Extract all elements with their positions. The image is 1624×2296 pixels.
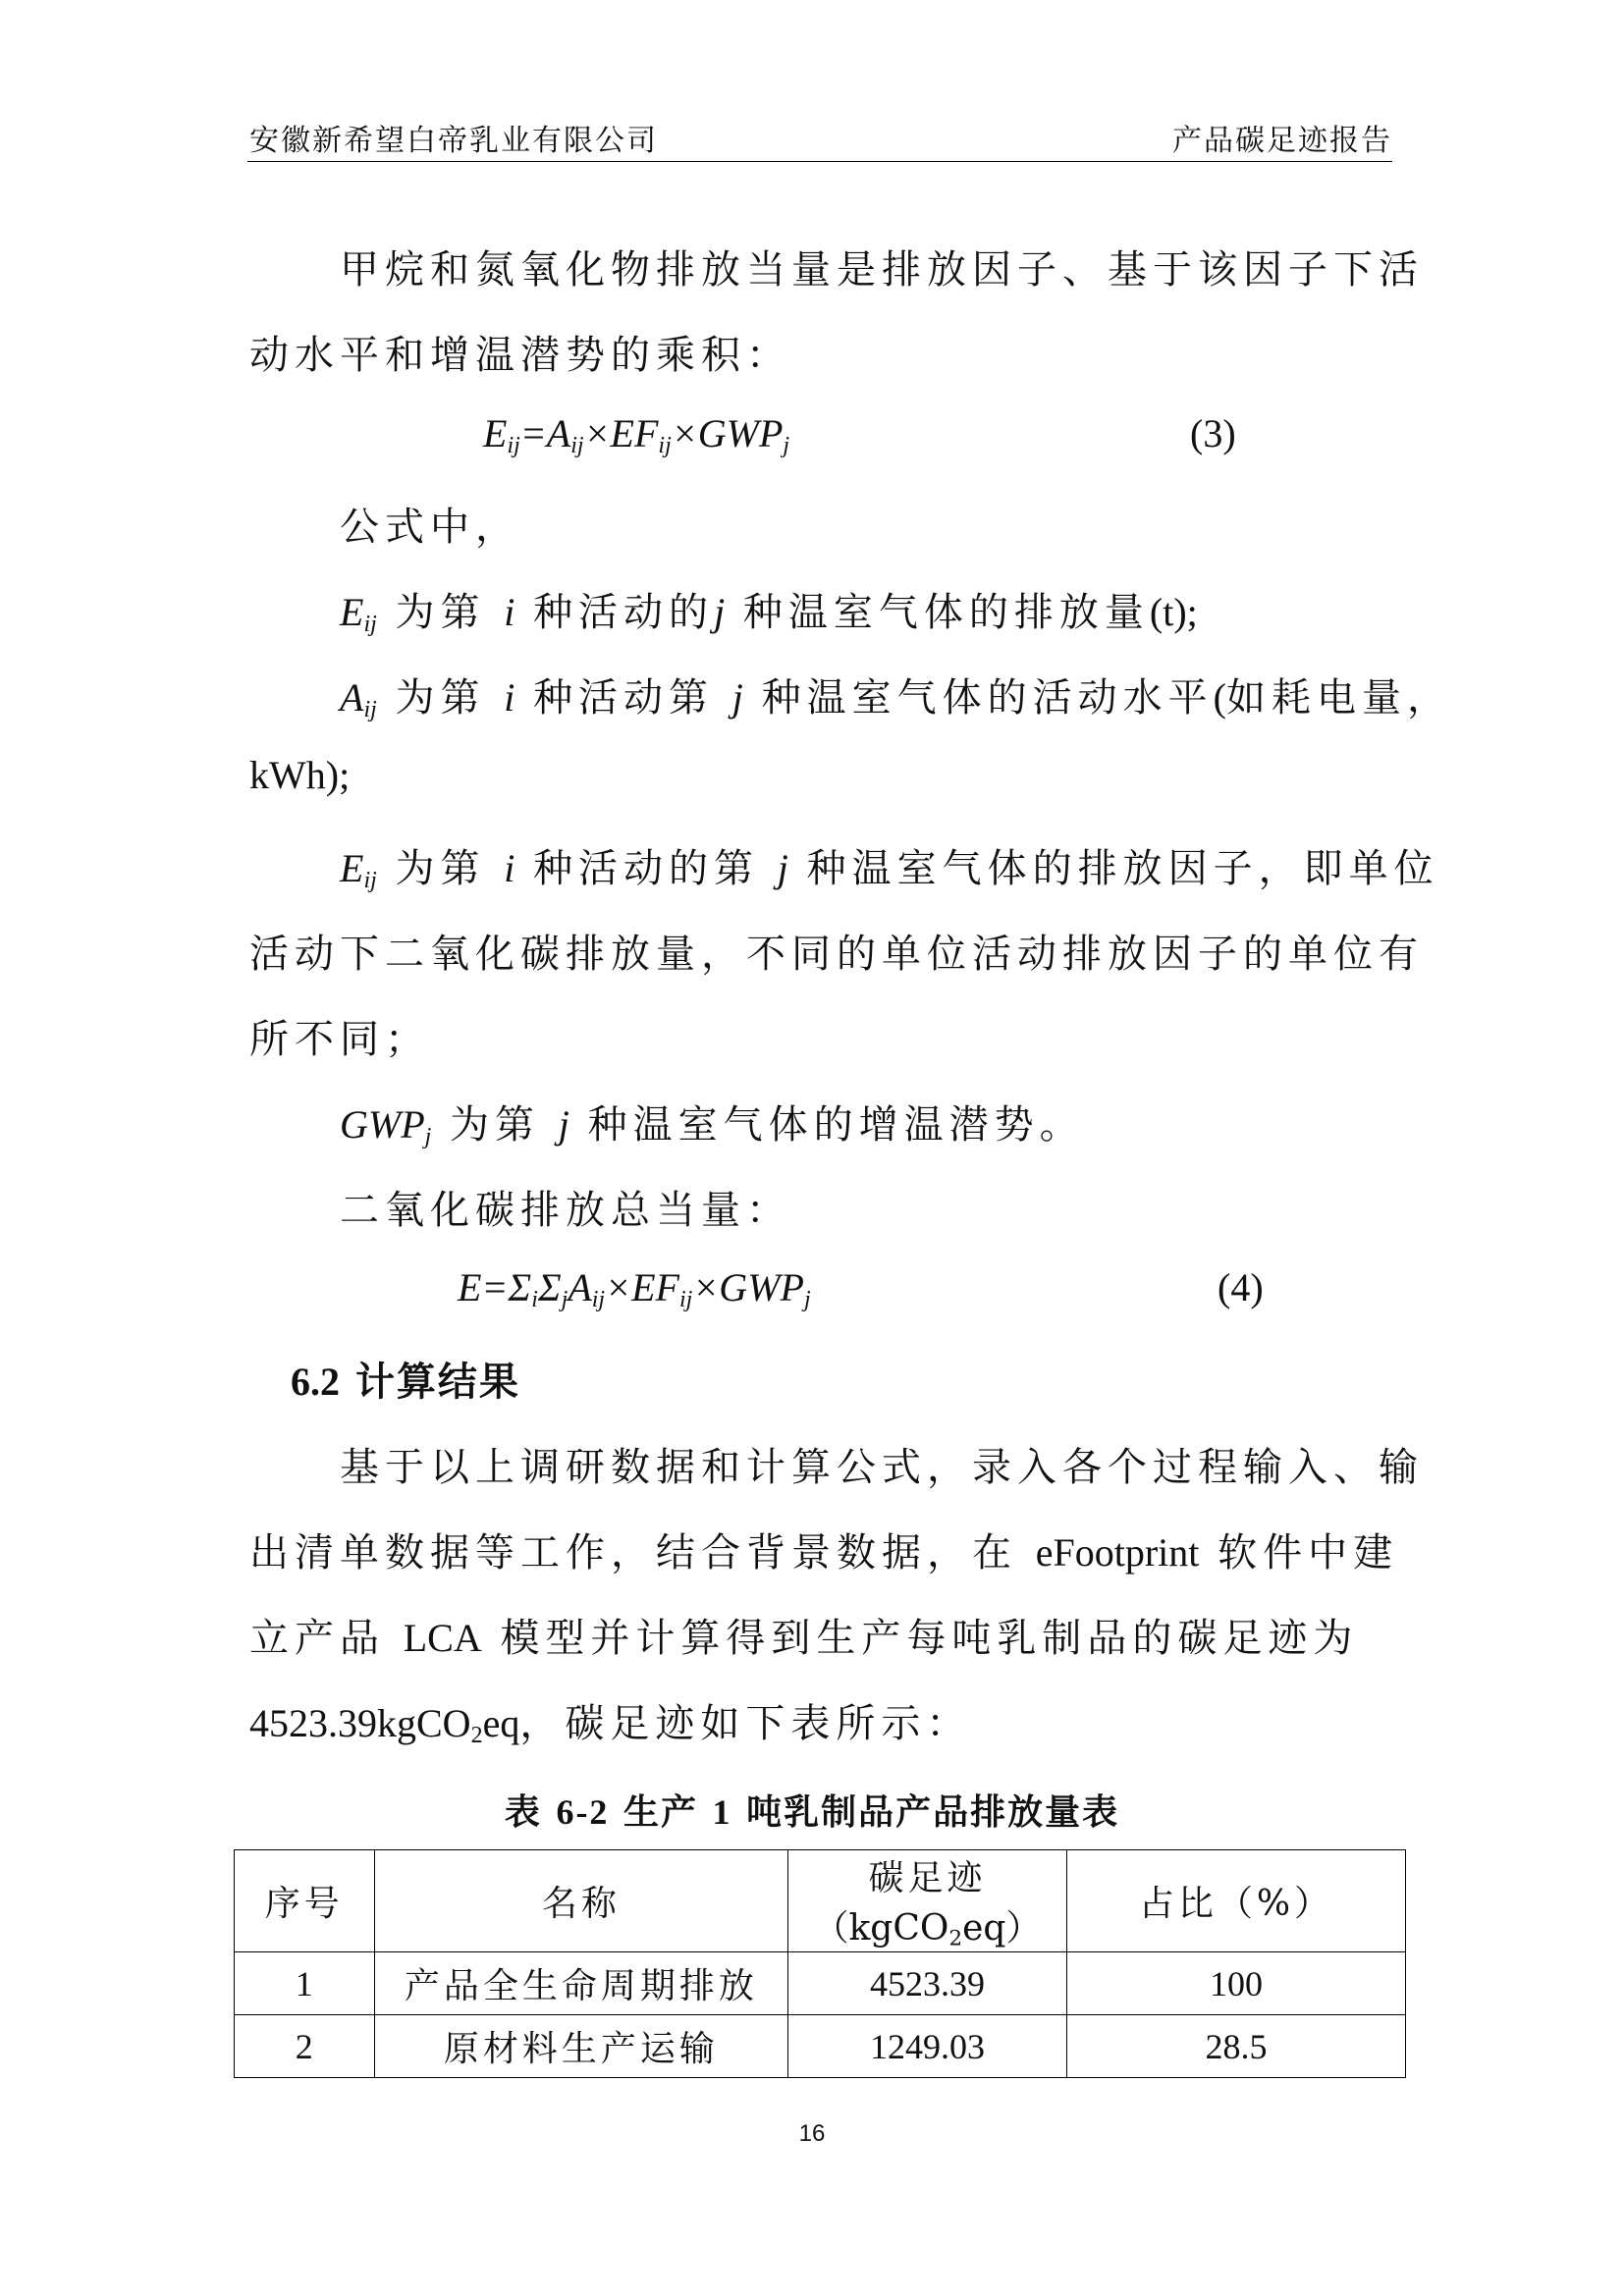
table-caption: 表 6-2 生产 1 吨乳制品产品排放量表 [504, 1791, 1120, 1833]
definition-gwp: $GWP_j$ 为第 j 种温室气体的增温潜势。 [340, 1102, 1085, 1149]
row-share: 28.5 [1066, 2015, 1405, 2078]
total-emission-label: 二氧化碳排放总当量： [340, 1188, 791, 1233]
row-name: 产品全生命周期排放 [374, 1952, 787, 2015]
formula-where: 公式中， [340, 505, 520, 550]
header-share: 占比（%） [1066, 1850, 1405, 1952]
header-company: 安徽新希望白帝乳业有限公司 [249, 124, 658, 158]
header-report-title: 产品碳足迹报告 [1172, 124, 1392, 158]
row-carbon-footprint: 1249.03 [788, 2015, 1067, 2078]
definition-eij-factor-line3: 所不同； [249, 1017, 430, 1062]
row-carbon-footprint: 4523.39 [788, 1952, 1067, 2015]
equation-3-number: (3) [1190, 411, 1236, 455]
definition-aij-line2: kWh); [249, 753, 351, 797]
equation-4: $E=\Sigma_i\Sigma_jA_{ij}\times EF_{ij}\times GWP_j$ [458, 1265, 811, 1312]
header-no: 序号 [235, 1850, 375, 1952]
definition-eij-factor: $E_{ij}$ 为第 i 种活动的第 j 种温室气体的排放因子，即单位 [340, 846, 1439, 893]
para2-line4: 4523.39kgCO$_2$eq，碳足迹如下表所示： [249, 1701, 972, 1748]
emission-table [234, 1849, 1406, 2078]
row-no: 2 [235, 2015, 375, 2078]
page-number: 16 [798, 2120, 826, 2147]
para2-line2: 出清单数据等工作，结合背景数据，在 eFootprint 软件中建 [249, 1530, 1399, 1575]
table-row [235, 2015, 1406, 2078]
table-header-row [235, 1850, 1406, 1952]
row-no: 1 [235, 1952, 375, 2015]
header-carbon-footprint: 碳足迹 （kgCO$_2$eq） [788, 1850, 1067, 1952]
row-share: 100 [1066, 1952, 1405, 2015]
para2-line3: 立产品 LCA 模型并计算得到生产每吨乳制品的碳足迹为 [249, 1616, 1359, 1661]
row-name: 原材料生产运输 [374, 2015, 787, 2078]
section-heading: 6.2 计算结果 [291, 1359, 520, 1405]
equation-4-number: (4) [1218, 1265, 1264, 1309]
para1-line2: 动水平和增温潜势的乘积： [249, 333, 791, 378]
definition-eij-emission: $E_{ij}$ 为第 i 种活动的j 种温室气体的排放量(t); [340, 590, 1198, 637]
header-rule [247, 161, 1392, 162]
definition-aij-activity: $A_{ij}$ 为第 i 种活动第 j 种温室气体的活动水平(如耗电量， [340, 675, 1452, 722]
para2-line1: 基于以上调研数据和计算公式，录入各个过程输入、输 [340, 1445, 1424, 1490]
equation-3: $E_{ij}=A_{ij}\times EF_{ij}\times GWP_j$ [483, 411, 790, 458]
para1-line1: 甲烷和氮氧化物排放当量是排放因子、基于该因子下活 [340, 247, 1424, 293]
table-row [235, 1952, 1406, 2015]
header-name: 名称 [374, 1850, 787, 1952]
definition-eij-factor-line2: 活动下二氧化碳排放量，不同的单位活动排放因子的单位有 [249, 932, 1424, 977]
